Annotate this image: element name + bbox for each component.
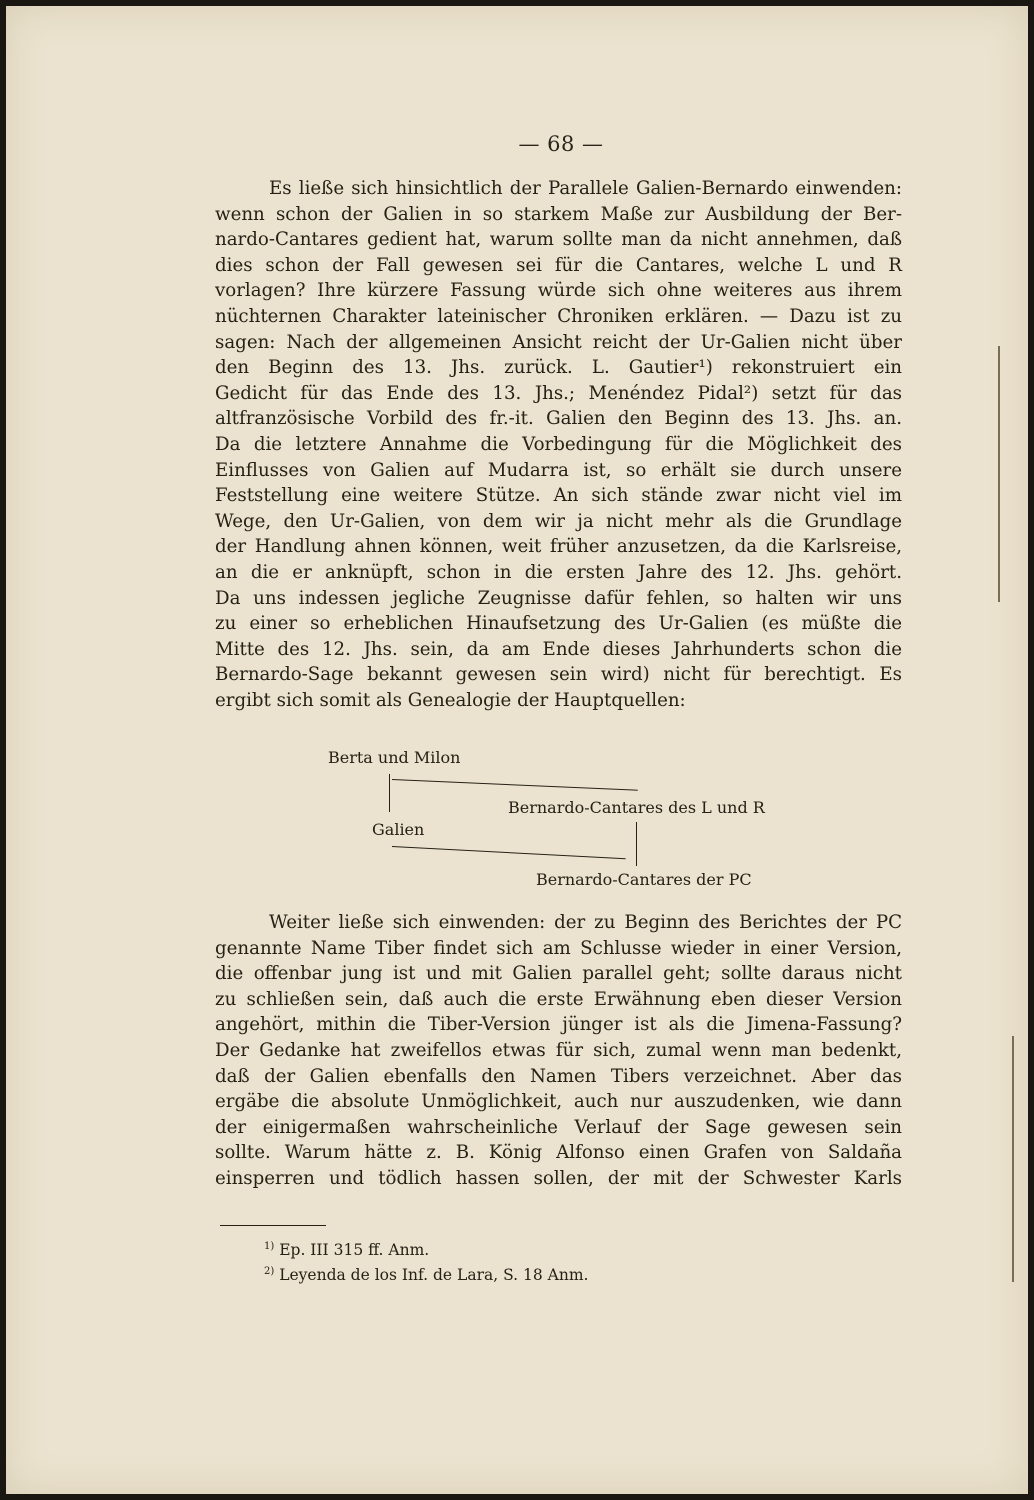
footnote-1 [264,1241,429,1259]
text-line: vorlagen? Ihre kürzere Fassung würde sich ohne weiteres aus ihrem [215,280,902,302]
text-line: einsperren und tödlich hassen sollen, der mit der Schwester Karls [215,1167,902,1189]
paragraph-2 [215,910,902,1192]
page-edge-line [998,346,1000,602]
text-line: altfranzösische Vorbild des fr.-it. Galien den Beginn des 13. Jhs. an. [215,408,902,430]
footnote-mark: 1) [264,1241,275,1252]
text-line: der einigermaßen wahrscheinliche Verlauf der Sage gewesen sein [215,1116,902,1138]
text-line: ergibt sich somit als Genealogie der Hauptquellen: [215,689,686,711]
stemma-node-bernardo-pc: Bernardo-Cantares der PC [536,870,752,889]
text-line: nardo-Cantares gedient hat, warum sollte man da nicht annehmen, daß [215,229,902,251]
text-line: Mitte des 12. Jhs. sein, da am Ende dieses Jahrhunderts schon die [215,638,902,660]
text-line: sagen: Nach der allgemeinen Ansicht reicht der Ur-Galien nicht über [215,331,902,353]
text-line: Wege, den Ur-Galien, von dem wir ja nicht mehr als die Grundlage [215,510,902,532]
page-edge-line [1012,1036,1014,1282]
stemma-node-berta: Berta und Milon [328,748,461,767]
text-line: Feststellung eine weitere Stütze. An sich stände zwar nicht viel im [215,485,902,507]
text-line: angehört, mithin die Tiber-Version jünger ist als die Jimena-Fassung? [215,1014,902,1036]
stemma-node-bernardo-lr: Bernardo-Cantares des L und R [508,798,765,817]
stemma-line [389,774,390,812]
text-line: sollte. Warum hätte z. B. König Alfonso einen Grafen von Saldaña [215,1142,902,1164]
text-line: den Beginn des 13. Jhs. zurück. L. Gautier¹) rekonstruiert ein [215,357,902,379]
stemma-line [392,779,638,791]
footnote-text: Leyenda de los Inf. de Lara, S. 18 Anm. [279,1266,589,1285]
text-line: Gedicht für das Ende des 13. Jhs.; Menéndez Pidal²) setzt für das [215,382,902,404]
text-line: Da uns indessen jegliche Zeugnisse dafür fehlen, so halten wir uns [215,587,902,609]
text-line: Weiter ließe sich einwenden: der zu Beginn des Berichtes der PC [269,912,902,933]
text-line: zu einer so erheblichen Hinaufsetzung des Ur-Galien (es müßte die [215,613,902,635]
text-line: an die er anknüpft, schon in die ersten Jahre des 12. Jhs. gehört. [215,561,902,583]
text-line: dies schon der Fall gewesen sei für die Cantares, welche L und R [215,254,902,276]
text-line: daß der Galien ebenfalls den Namen Tibers verzeichnet. Aber das [215,1065,902,1087]
text-line: die offenbar jung ist und mit Galien parallel geht; sollte daraus nicht [215,963,902,985]
page-number: — 68 — [518,132,604,156]
text-line: genannte Name Tiber findet sich am Schlusse wieder in einer Version, [215,937,902,959]
text-line: zu schließen sein, daß auch die erste Erwähnung eben dieser Version [215,988,902,1010]
text-line: Da die letztere Annahme die Vorbedingung für die Möglichkeit des [215,433,902,455]
text-line: Es ließe sich hinsichtlich der Parallele Galien-Bernardo einwenden: [269,178,902,199]
footnote-mark: 2) [264,1266,275,1277]
book-page [6,6,1028,1494]
text-line: ergäbe die absolute Unmöglichkeit, auch nur auszudenken, wie dann [215,1091,902,1113]
stemma-node-galien: Galien [372,820,425,839]
footnote-text: Ep. III 315 ff. Anm. [279,1241,430,1260]
paragraph-1 [215,176,902,713]
text-line: Einflusses von Galien auf Mudarra ist, so erhält sie durch unsere [215,459,902,481]
footnote-rule [220,1225,326,1226]
text-line: Bernardo-Sage bekannt gewesen sein wird) nicht für berechtigt. Es [215,664,902,686]
footnote-2 [264,1266,588,1284]
text-line: der Handlung ahnen können, weit früher anzusetzen, da die Karlsreise, [215,536,902,558]
text-line: wenn schon der Galien in so starkem Maße zur Ausbildung der Ber- [215,203,902,225]
text-line: nüchternen Charakter lateinischer Chroniken erklären. — Dazu ist zu [215,305,902,327]
text-line: Der Gedanke hat zweifellos etwas für sich, zumal wenn man bedenkt, [215,1039,902,1061]
stemma-line [392,846,626,859]
stemma-line [636,822,637,866]
